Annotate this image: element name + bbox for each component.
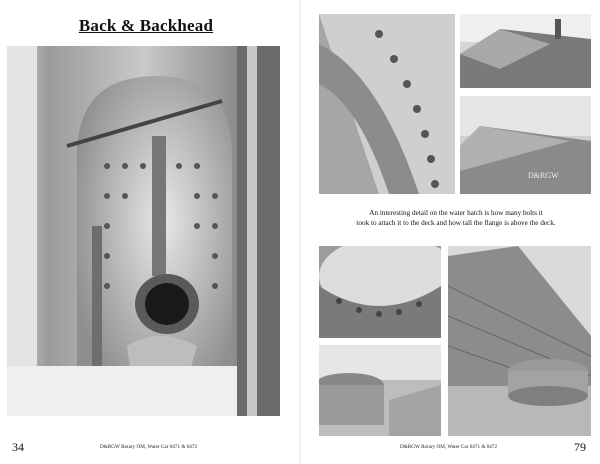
backhead-photo (7, 46, 280, 416)
folio-left: D&RGW Rotary OM, Water Car 0471 & 0472 (100, 444, 198, 450)
page-title: Back & Backhead (78, 16, 214, 35)
photo-caption (322, 209, 590, 228)
hatch-on-deck-photo (319, 345, 441, 436)
car-roof-photo (460, 14, 591, 88)
folio-right: D&RGW Rotary OM, Water Car 0471 & 0472 (400, 444, 498, 450)
gutter (299, 0, 301, 464)
hatch-flange-photo (319, 246, 441, 338)
caption-line-2: took to attach it to the deck and how tall the flange is above the deck. (356, 218, 556, 227)
page-number-right: 79 (574, 440, 586, 454)
car-lettering: D&RGW (528, 171, 559, 180)
water-hatch-bolts-photo (319, 14, 455, 194)
car-side-photo (460, 96, 591, 194)
car-end-hatch-photo (448, 246, 591, 436)
caption-line-1: An interesting detail on the water hatch is how many bolts it (369, 209, 543, 217)
page-number-left: 34 (12, 440, 24, 454)
